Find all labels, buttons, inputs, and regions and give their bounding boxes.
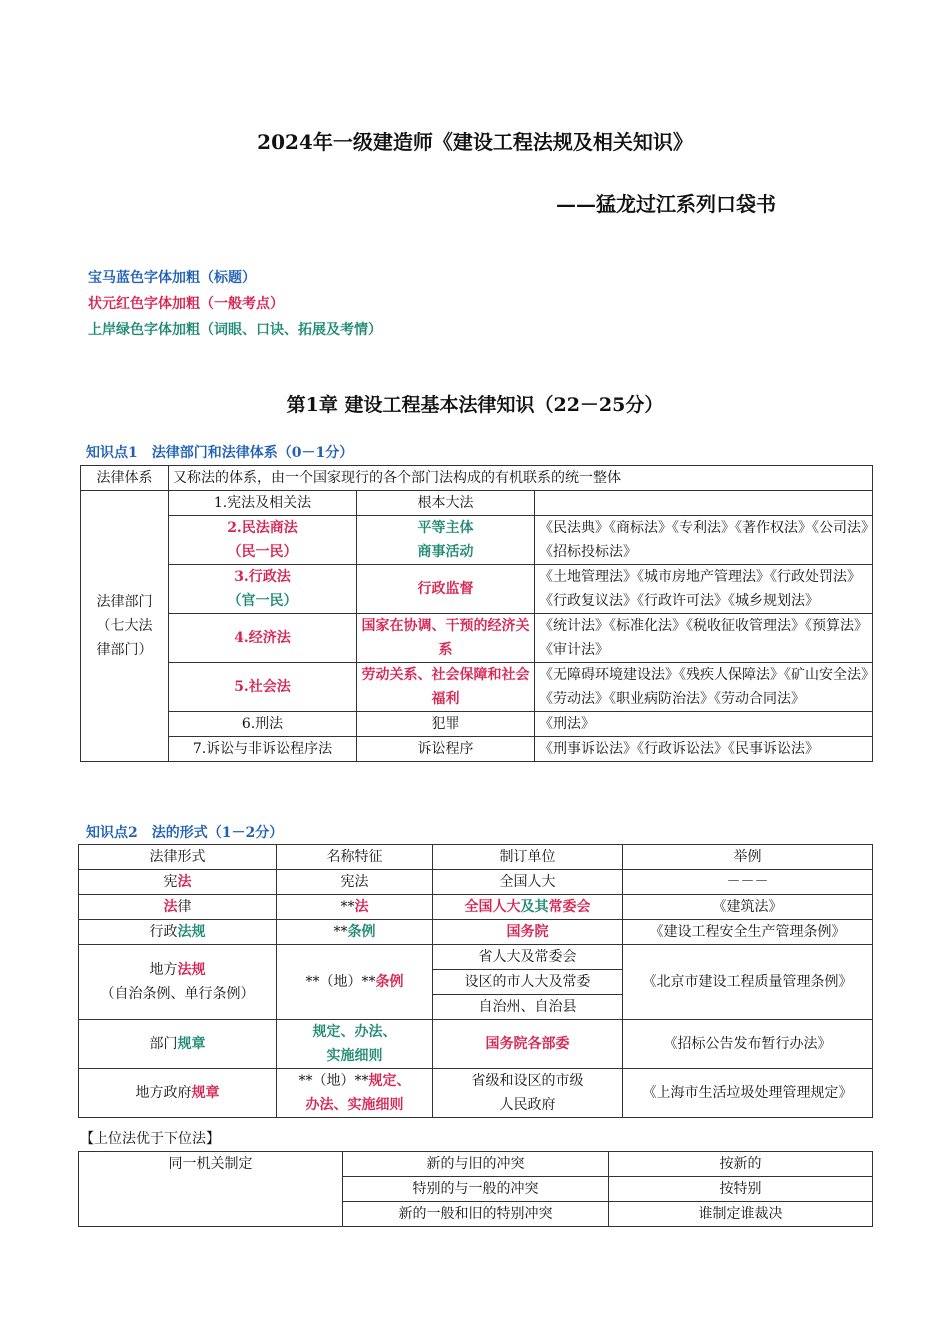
table-row	[81, 466, 873, 491]
table-row	[81, 565, 873, 614]
issuing-body: 设区的市人大及常委	[433, 970, 623, 995]
example: －－－	[623, 870, 873, 895]
conflict-type: 新的与旧的冲突	[343, 1152, 609, 1177]
name-feature: **条例	[277, 920, 433, 945]
conflict-rules-table	[78, 1151, 873, 1227]
table-row	[81, 712, 873, 737]
department-feature: 劳动关系、社会保障和社会福利	[357, 663, 535, 712]
department-laws	[535, 491, 873, 516]
table-row	[79, 920, 873, 945]
conflict-type: 特别的与一般的冲突	[343, 1177, 609, 1202]
example: 《招标公告发布暂行办法》	[623, 1020, 873, 1069]
issuing-body: 全国人大	[433, 870, 623, 895]
issuing-body: 国务院	[433, 920, 623, 945]
table-row	[81, 614, 873, 663]
issuing-body: 自治州、自治县	[433, 995, 623, 1020]
document-title: 2024年一级建造师《建设工程法规及相关知识》	[257, 130, 693, 154]
department-feature: 平等主体 商事活动	[357, 516, 535, 565]
conflict-rule: 谁制定谁裁决	[609, 1202, 873, 1227]
department-laws: 《统计法》《标准化法》《税收征收管理法》《预算法》《审计法》	[535, 614, 873, 663]
department-laws: 《刑事诉讼法》《行政诉讼法》《民事诉讼法》	[535, 737, 873, 762]
example: 《北京市建设工程质量管理条例》	[623, 945, 873, 1020]
department-name: 5.社会法	[169, 663, 357, 712]
chapter-heading: 第1章 建设工程基本法律知识（22－25分）	[286, 394, 664, 416]
example: 《上海市生活垃圾处理管理规定》	[623, 1069, 873, 1118]
table-row	[81, 491, 873, 516]
conflict-rule: 按新的	[609, 1152, 873, 1177]
law-form: 行政法规	[79, 920, 277, 945]
conflict-rule: 按特别	[609, 1177, 873, 1202]
law-form: 宪法	[79, 870, 277, 895]
example: 《建筑法》	[623, 895, 873, 920]
table-header-row	[79, 845, 873, 870]
document-subtitle: ——猛龙过江系列口袋书	[556, 192, 776, 216]
name-feature: 宪法	[277, 870, 433, 895]
department-name: 4.经济法	[169, 614, 357, 663]
table-row	[79, 945, 873, 970]
law-form: 地方法规 （自治条例、单行条例）	[79, 945, 277, 1020]
legend-blue: 宝马蓝色字体加粗（标题）	[88, 270, 256, 286]
department-feature: 行政监督	[357, 565, 535, 614]
law-forms-table	[78, 844, 873, 1118]
department-laws: 《无障碍环境建设法》《残疾人保障法》《矿山安全法》《劳动法》《职业病防治法》《劳动合同法》	[535, 663, 873, 712]
column-header: 制订单位	[433, 845, 623, 870]
department-laws: 《土地管理法》《城市房地产管理法》《行政处罚法》《行政复议法》《行政许可法》《城乡规划法》	[535, 565, 873, 614]
name-feature: **法	[277, 895, 433, 920]
example: 《建设工程安全生产管理条例》	[623, 920, 873, 945]
department-feature: 根本大法	[357, 491, 535, 516]
knowledge-point-2-heading: 知识点2 法的形式（1－2分）	[86, 825, 284, 841]
system-definition: 又称法的体系，由一个国家现行的各个部门法构成的有机联系的统一整体	[169, 466, 873, 491]
issuing-body: 省级和设区的市级 人民政府	[433, 1069, 623, 1118]
knowledge-point-1-heading: 知识点1 法律部门和法律体系（0－1分）	[86, 445, 354, 461]
department-name: 6.刑法	[169, 712, 357, 737]
table-row	[79, 1069, 873, 1118]
department-name: 1.宪法及相关法	[169, 491, 357, 516]
legal-departments-table	[80, 465, 873, 762]
superior-law-note: 【上位法优于下位法】	[80, 1131, 220, 1147]
column-header: 法律形式	[79, 845, 277, 870]
department-laws: 《刑法》	[535, 712, 873, 737]
system-label: 法律体系	[81, 466, 169, 491]
law-form: 法律	[79, 895, 277, 920]
table-row	[79, 895, 873, 920]
legend-red: 状元红色字体加粗（一般考点）	[88, 296, 284, 312]
legend-green: 上岸绿色字体加粗（词眼、口诀、拓展及考情）	[88, 322, 382, 338]
conflict-type: 新的一般和旧的特别冲突	[343, 1202, 609, 1227]
department-feature: 诉讼程序	[357, 737, 535, 762]
column-header: 名称特征	[277, 845, 433, 870]
issuing-body: 全国人大及其常委会	[433, 895, 623, 920]
name-feature: 规定、办法、 实施细则	[277, 1020, 433, 1069]
name-feature: **（地）**规定、 办法、实施细则	[277, 1069, 433, 1118]
table-row	[79, 1152, 873, 1177]
table-row	[81, 737, 873, 762]
department-name: 7.诉讼与非诉讼程序法	[169, 737, 357, 762]
same-body-label: 同一机关制定	[79, 1152, 343, 1227]
department-label: 法律部门 （七大法 律部门）	[81, 491, 169, 762]
department-feature: 国家在协调、干预的经济关系	[357, 614, 535, 663]
law-form: 部门规章	[79, 1020, 277, 1069]
department-name: 3.行政法 （官一民）	[169, 565, 357, 614]
department-laws: 《民法典》《商标法》《专利法》《著作权法》《公司法》《招标投标法》	[535, 516, 873, 565]
department-feature: 犯罪	[357, 712, 535, 737]
department-name: 2.民法商法 （民一民）	[169, 516, 357, 565]
table-row	[79, 1020, 873, 1069]
name-feature: **（地）**条例	[277, 945, 433, 1020]
column-header: 举例	[623, 845, 873, 870]
table-row	[79, 870, 873, 895]
law-form: 地方政府规章	[79, 1069, 277, 1118]
issuing-body: 国务院各部委	[433, 1020, 623, 1069]
table-row	[81, 516, 873, 565]
issuing-body: 省人大及常委会	[433, 945, 623, 970]
table-row	[81, 663, 873, 712]
